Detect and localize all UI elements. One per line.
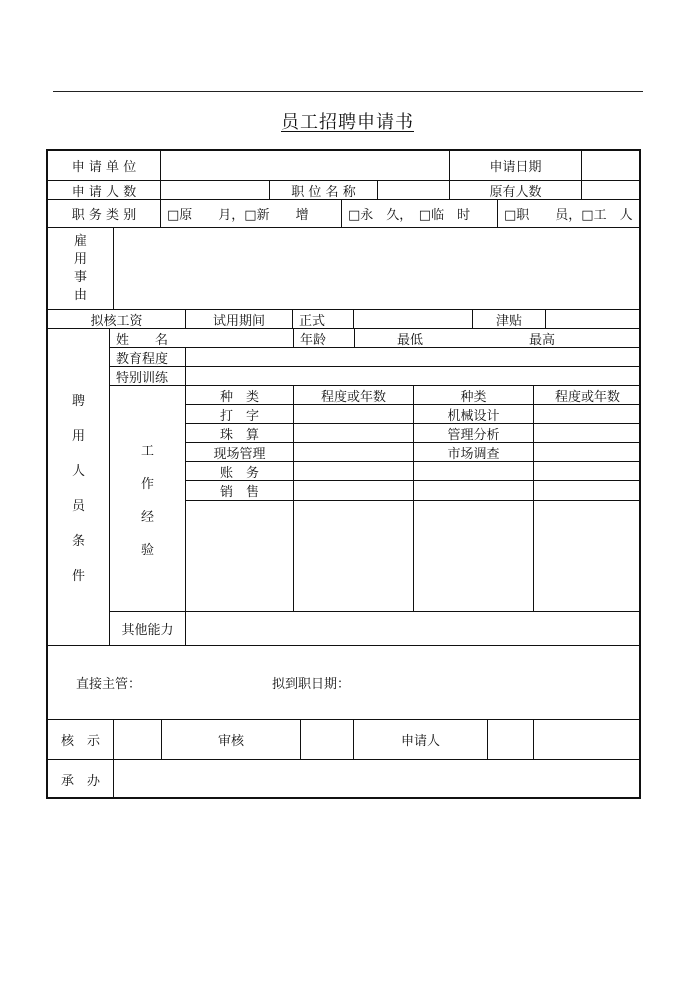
education-label: 教育程度 — [110, 348, 186, 367]
age-min-label: 最低 — [397, 332, 424, 348]
page-title: 员工招聘申请书 — [281, 112, 414, 133]
education-field[interactable] — [186, 348, 641, 367]
skill-typing: 打 字 — [186, 405, 294, 424]
kind-header-2: 种类 — [414, 386, 534, 405]
category-label: 职 务 类 别 — [48, 200, 161, 228]
other-abilities-field[interactable] — [186, 612, 641, 646]
verify-field[interactable] — [114, 720, 162, 760]
experience-blank-col-3[interactable] — [414, 501, 534, 612]
start-date-label: 拟到职日期： — [272, 677, 351, 692]
skill-blank-1[interactable] — [414, 462, 534, 481]
reason-label: 雇用事由 — [48, 228, 114, 310]
training-field[interactable] — [186, 367, 641, 386]
skill-abacus: 珠 算 — [186, 424, 294, 443]
reason-field[interactable] — [114, 228, 641, 310]
skill-typing-degree[interactable] — [294, 405, 414, 424]
skill-management-analysis-degree[interactable] — [534, 424, 641, 443]
salary-label: 拟核工资 — [48, 310, 186, 329]
category-option-permanent-temp[interactable]: □永 久， □临 时 — [342, 200, 498, 228]
probation-label: 试用期间 — [186, 310, 293, 329]
skill-abacus-degree[interactable] — [294, 424, 414, 443]
unit-label: 申 请 单 位 — [48, 151, 161, 181]
skill-accounting-degree[interactable] — [294, 462, 414, 481]
conditions-section-label: 聘 用 人 员 条 件 — [48, 329, 110, 646]
skill-blank-2[interactable] — [414, 481, 534, 501]
experience-blank-col-2[interactable] — [294, 501, 414, 612]
degree-header-2: 程度或年数 — [534, 386, 641, 405]
category-option-original-new[interactable]: □原 月，□新 增 — [161, 200, 342, 228]
skill-mechanical-design: 机械设计 — [414, 405, 534, 424]
kind-header: 种 类 — [186, 386, 294, 405]
work-experience-label: 工 作 经 验 — [110, 386, 186, 612]
skill-blank-2-degree[interactable] — [534, 481, 641, 501]
skill-market-research-degree[interactable] — [534, 443, 641, 462]
original-field[interactable] — [582, 181, 641, 200]
application-form — [46, 149, 641, 799]
date-label: 申请日期 — [450, 151, 582, 181]
other-abilities-label: 其他能力 — [110, 612, 186, 646]
applicant-extra-field[interactable] — [534, 720, 641, 760]
count-field[interactable] — [161, 181, 270, 200]
experience-blank-col-4[interactable] — [534, 501, 641, 612]
supervisor-label: 直接主管： — [76, 677, 142, 692]
skill-sales-degree[interactable] — [294, 481, 414, 501]
skill-sales: 销 售 — [186, 481, 294, 501]
training-label: 特别训练 — [110, 367, 186, 386]
age-range — [355, 329, 641, 348]
top-rule — [53, 91, 643, 92]
review-label: 审核 — [162, 720, 301, 760]
skill-management-analysis: 管理分析 — [414, 424, 534, 443]
formal-field[interactable] — [354, 310, 473, 329]
degree-header: 程度或年数 — [294, 386, 414, 405]
skill-site-management: 现场管理 — [186, 443, 294, 462]
applicant-label: 申请人 — [354, 720, 488, 760]
skill-blank-1-degree[interactable] — [534, 462, 641, 481]
position-label: 职 位 名 称 — [270, 181, 378, 200]
age-max-label: 最高 — [529, 332, 556, 348]
handle-field[interactable] — [114, 760, 641, 799]
name-label: 姓 名 — [110, 329, 294, 348]
skill-accounting: 账 务 — [186, 462, 294, 481]
count-label: 申 请 人 数 — [48, 181, 161, 200]
supervisor-row — [48, 646, 641, 720]
original-label: 原有人数 — [450, 181, 582, 200]
unit-field[interactable] — [161, 151, 450, 181]
position-field[interactable] — [378, 181, 450, 200]
verify-label: 核 示 — [48, 720, 114, 760]
date-field[interactable] — [582, 151, 641, 181]
applicant-field[interactable] — [488, 720, 534, 760]
allowance-field[interactable] — [546, 310, 641, 329]
experience-blank-col-1[interactable] — [186, 501, 294, 612]
category-option-staff-worker[interactable]: □职 员，□工 人 — [498, 200, 641, 228]
handle-label: 承 办 — [48, 760, 114, 799]
age-label: 年龄 — [294, 329, 355, 348]
skill-site-management-degree[interactable] — [294, 443, 414, 462]
skill-mechanical-design-degree[interactable] — [534, 405, 641, 424]
formal-label: 正式 — [293, 310, 354, 329]
review-field[interactable] — [301, 720, 354, 760]
allowance-label: 津贴 — [473, 310, 546, 329]
skill-market-research: 市场调查 — [414, 443, 534, 462]
